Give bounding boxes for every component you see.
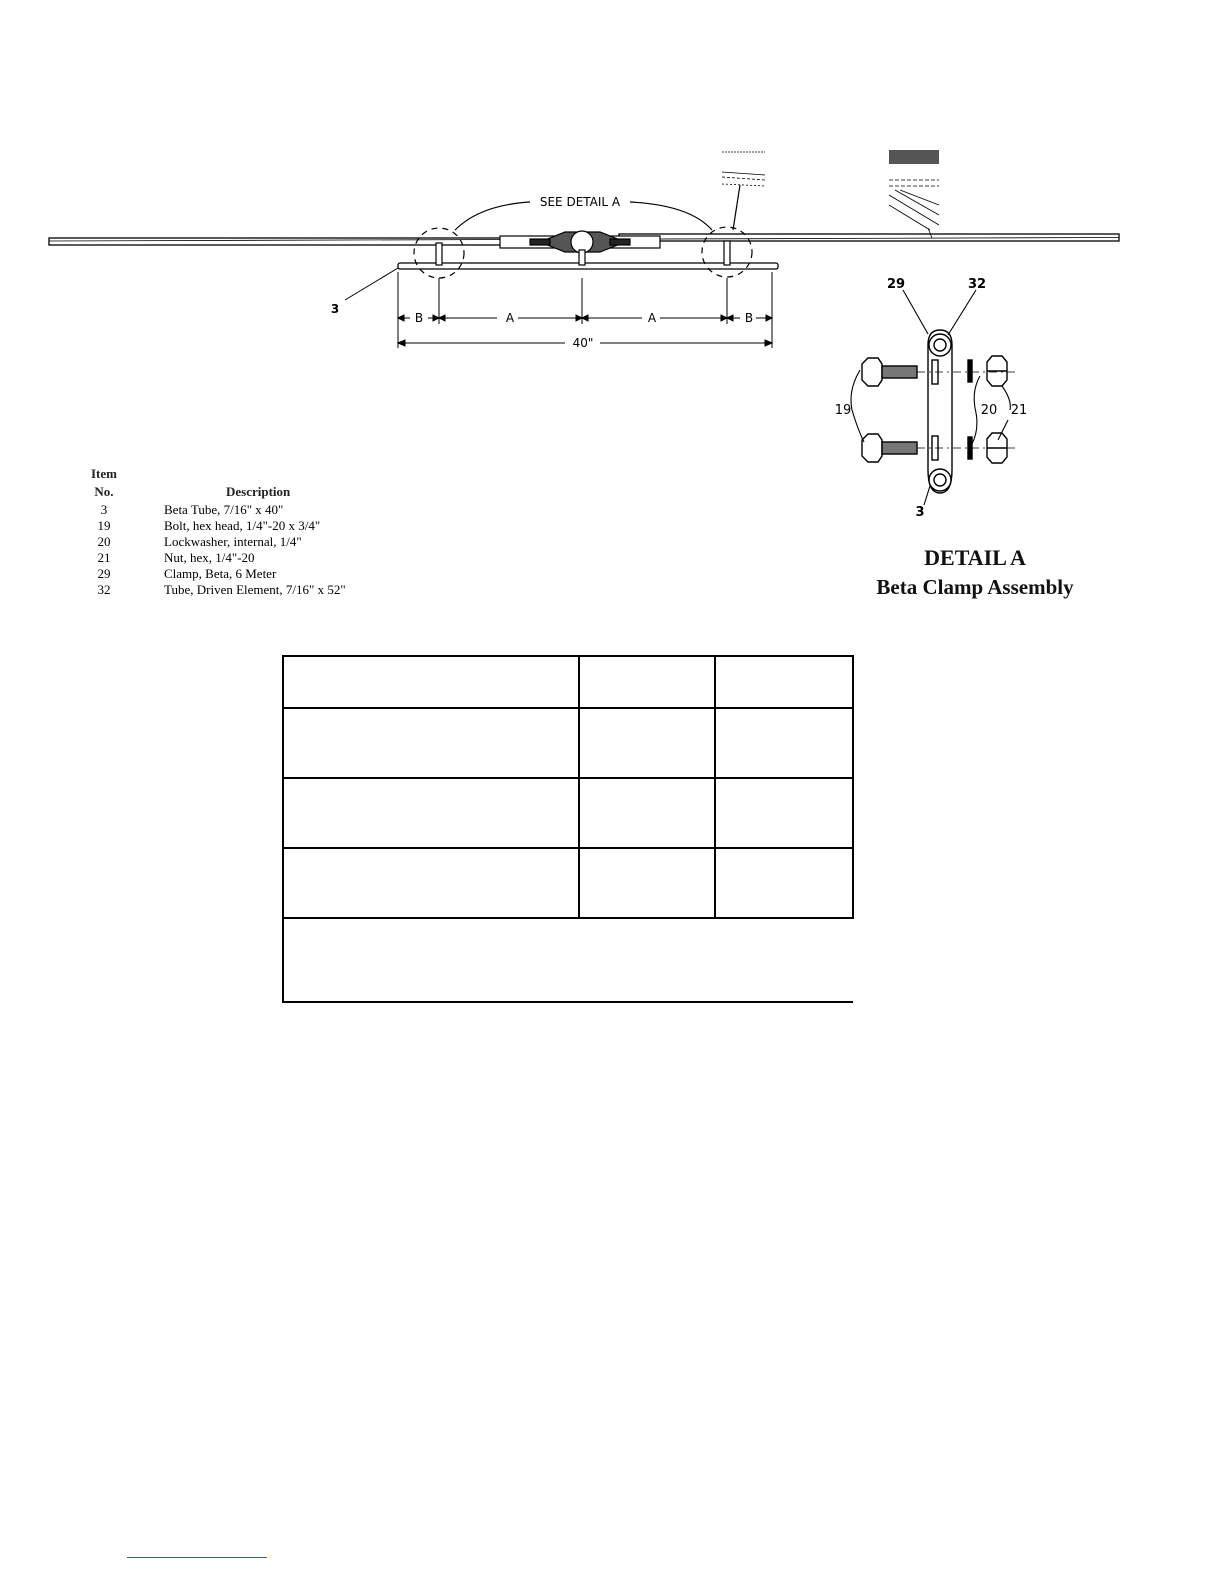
part-description: Bolt, hex head, 1/4"-20 x 3/4" xyxy=(164,518,321,533)
detail-label-3: 3 xyxy=(915,505,925,520)
table-row xyxy=(283,848,853,918)
table-row xyxy=(283,918,853,1002)
part-number: 21 xyxy=(97,550,111,565)
part-number: 20 xyxy=(97,534,111,549)
beta-tube xyxy=(398,263,778,269)
detail-label-21: 21 xyxy=(1010,403,1028,418)
dimension-spec-table xyxy=(282,655,854,1003)
table-cell xyxy=(715,708,853,778)
table-cell xyxy=(579,708,715,778)
detail-a-title: DETAIL A xyxy=(924,545,1026,570)
dim-overall-length: 40" xyxy=(572,336,594,350)
table-row xyxy=(283,778,853,848)
table-cell xyxy=(715,656,853,708)
part-description: Clamp, Beta, 6 Meter xyxy=(164,566,277,581)
table-cell xyxy=(283,848,579,918)
item-3-label: 3 xyxy=(330,302,340,316)
table-cell xyxy=(283,778,579,848)
parts-row xyxy=(80,502,480,518)
dim-a-left: A xyxy=(505,311,515,325)
dim-b-right: B xyxy=(744,311,754,325)
parts-header-no: No. xyxy=(94,484,114,499)
part-description: Nut, hex, 1/4"-20 xyxy=(164,550,255,565)
table-cell xyxy=(579,848,715,918)
table-cell xyxy=(715,778,853,848)
see-detail-a-callout: SEE DETAIL A xyxy=(539,195,621,209)
parts-row xyxy=(80,582,480,598)
detail-label-19: 19 xyxy=(834,403,852,418)
item-3-leader xyxy=(345,268,398,300)
scribble-artifacts xyxy=(722,150,939,238)
detail-a-subtitle: Beta Clamp Assembly xyxy=(876,575,1074,599)
table-note-cell xyxy=(283,918,853,1002)
table-cell xyxy=(579,778,715,848)
footer-link-underline xyxy=(127,1557,267,1558)
table-cell xyxy=(283,708,579,778)
parts-row xyxy=(80,518,480,534)
parts-header-description: Description xyxy=(226,484,291,499)
parts-header-item: Item xyxy=(91,466,117,481)
parts-row xyxy=(80,550,480,566)
table-cell xyxy=(715,848,853,918)
parts-row xyxy=(80,534,480,550)
part-number: 19 xyxy=(97,518,111,533)
part-number: 3 xyxy=(100,502,108,517)
table-cell xyxy=(283,656,579,708)
parts-row xyxy=(80,566,480,582)
part-description: Tube, Driven Element, 7/16" x 52" xyxy=(164,582,346,597)
part-description: Beta Tube, 7/16" x 40" xyxy=(164,502,284,517)
detail-label-32: 32 xyxy=(967,277,987,292)
part-description: Lockwasher, internal, 1/4" xyxy=(164,534,302,549)
dim-b-left: B xyxy=(414,311,424,325)
table-cell xyxy=(579,656,715,708)
table-row xyxy=(283,656,853,708)
part-number: 32 xyxy=(97,582,111,597)
detail-label-20: 20 xyxy=(980,403,998,418)
part-number: 29 xyxy=(97,566,111,581)
dim-a-right: A xyxy=(647,311,657,325)
table-row xyxy=(283,708,853,778)
detail-label-29: 29 xyxy=(886,277,906,292)
